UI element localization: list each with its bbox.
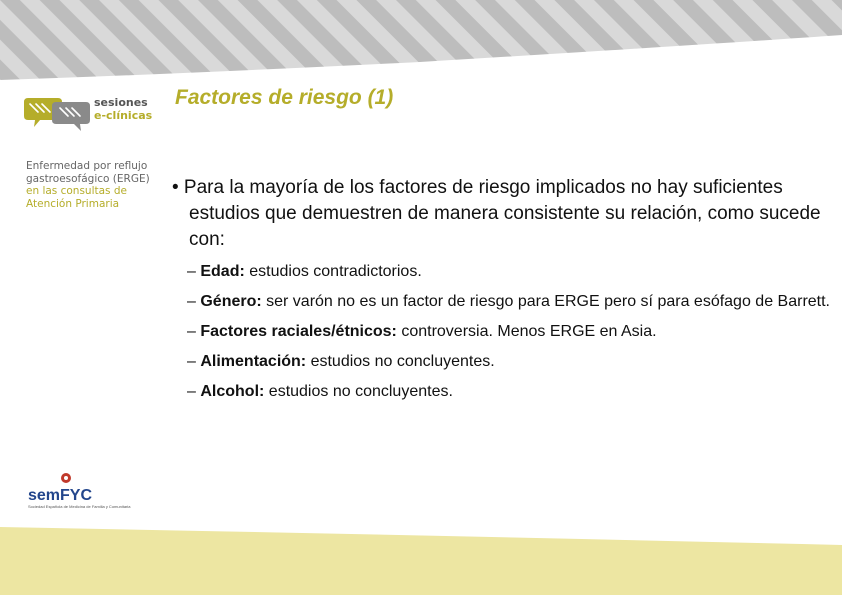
sub-bullet-label: Alimentación: — [200, 353, 307, 370]
sub-bullet-text: estudios no concluyentes. — [306, 353, 495, 370]
top-stripe-band — [0, 0, 842, 90]
sub-bullet-list — [187, 262, 832, 402]
sub-bullet-text: controversia. Menos ERGE en Asia. — [396, 323, 657, 340]
sesiones-eclinicas-logo — [24, 90, 164, 140]
semfyc-emblem-icon — [61, 473, 71, 483]
semfyc-tagline: Sociedad Española de Medicina de Familia y Comunitaria — [28, 504, 131, 509]
sub-bullet-item — [187, 382, 832, 402]
logo-line-sesiones: sesiones — [94, 96, 148, 109]
course-line: Enfermedad por reflujo — [26, 160, 148, 172]
course-line: gastroesofágico (ERGE) — [26, 172, 150, 185]
dash: – — [187, 383, 201, 400]
sub-bullet-text: ser varón no es un factor de riesgo para ERGE pero sí para esófago de Barrett. — [261, 293, 830, 310]
main-bullet: • Para la mayoría de los factores de riesgo implicados no hay suficientes estudios que demuestren de manera consistente su relación, como sucede con: — [172, 177, 821, 250]
slide-title: Factores de riesgo (1) — [175, 86, 394, 109]
course-line: Atención Primaria — [26, 197, 120, 210]
semfyc-logo — [26, 470, 131, 515]
sub-bullet-text: estudios contradictorios. — [244, 263, 422, 280]
logo-line-eclinicas: e-clínicas — [94, 109, 153, 122]
bottom-yellow-band — [0, 505, 842, 595]
sub-bullet-label: Edad: — [200, 263, 245, 280]
sub-bullet-label: Factores raciales/étnicos: — [200, 323, 397, 340]
course-line: en las consultas de — [26, 185, 127, 197]
sub-bullet-item — [187, 352, 832, 372]
dash: – — [187, 323, 201, 340]
sub-bullet-item — [187, 292, 832, 312]
speech-bubbles-icon — [24, 94, 92, 134]
sub-bullet-label: Alcohol: — [200, 383, 265, 400]
semfyc-wordmark: semFYC — [28, 487, 93, 504]
dash: – — [187, 353, 201, 370]
dash: – — [187, 293, 201, 310]
course-description — [26, 160, 166, 210]
slide-content — [172, 175, 832, 412]
dash: – — [187, 263, 201, 280]
sub-bullet-text: estudios no concluyentes. — [264, 383, 453, 400]
sub-bullet-label: Género: — [200, 293, 262, 310]
sub-bullet-item — [187, 322, 832, 342]
sub-bullet-item — [187, 262, 832, 282]
